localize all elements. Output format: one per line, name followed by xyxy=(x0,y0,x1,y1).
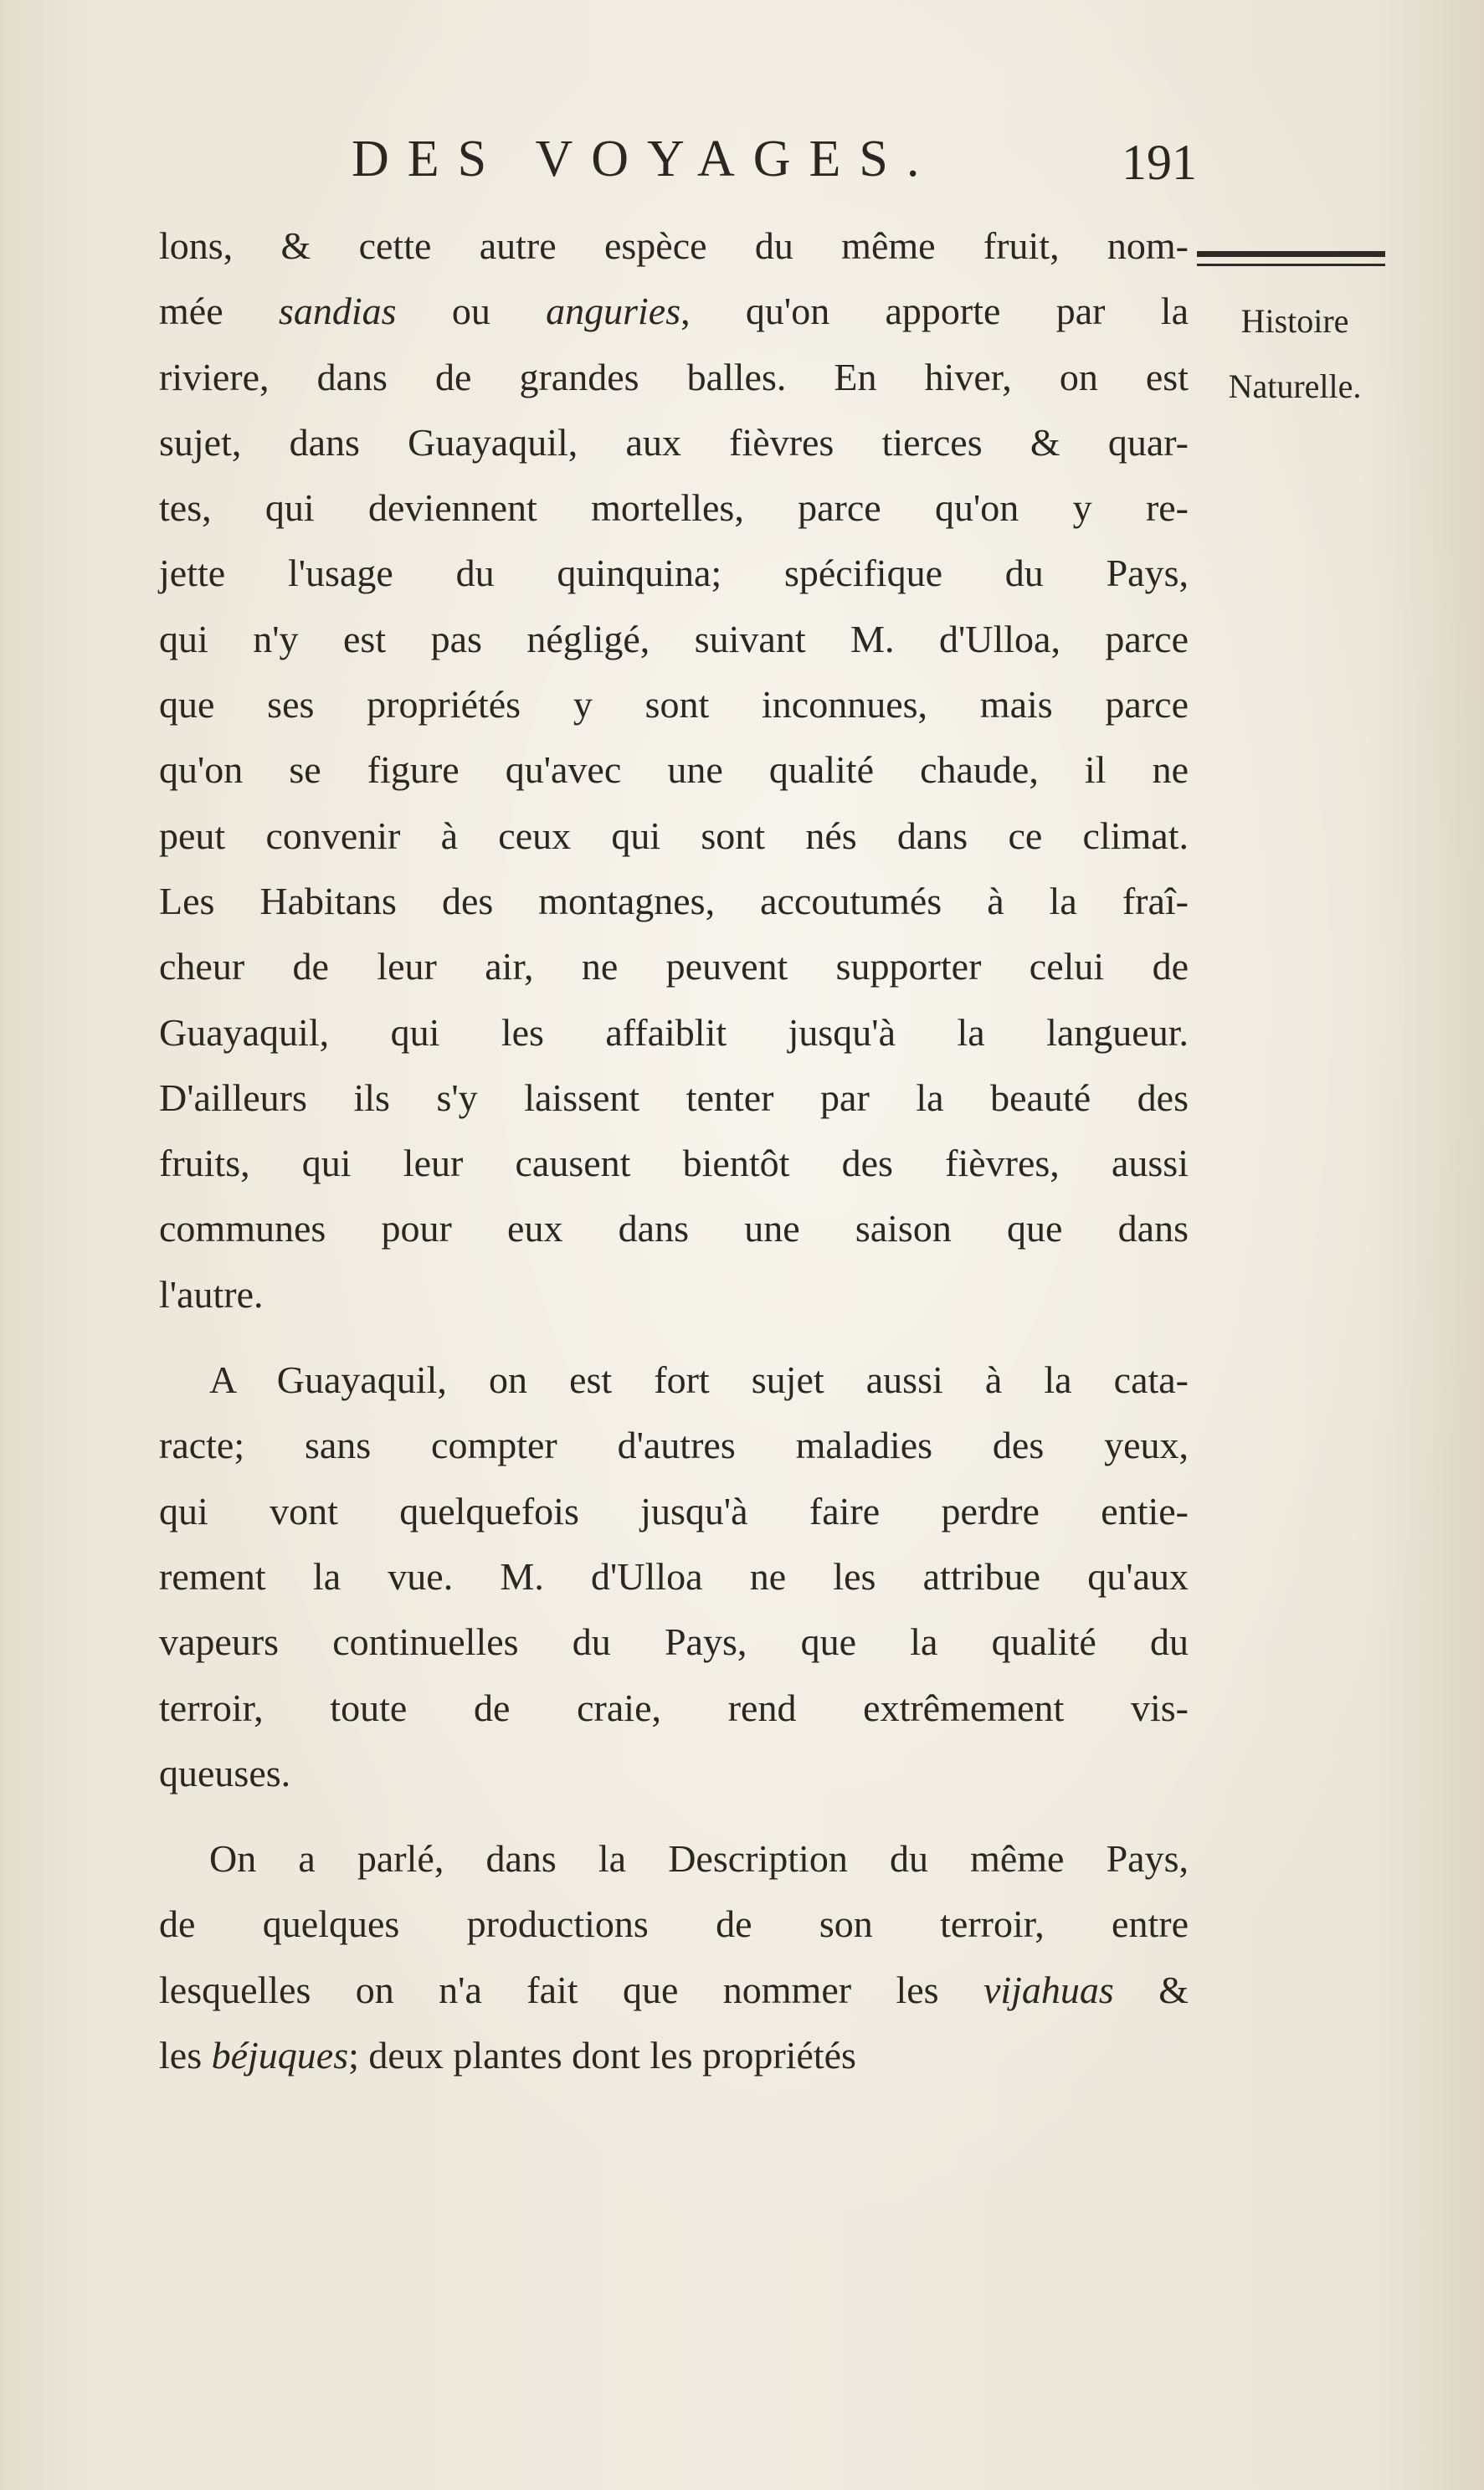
text-line: qui n'y est pas négligé, suivant M. d'Ulloa, parce xyxy=(159,617,1189,660)
text-line: sujet, dans Guayaquil, aux fièvres tierces & quar- xyxy=(159,420,1189,464)
text-line: On a parlé, dans la Description du même Pays, xyxy=(209,1837,1189,1881)
paragraph xyxy=(159,213,1189,1327)
text-line: lesquelles on n'a fait que nommer les vijahuas & xyxy=(159,1968,1189,2011)
italic-term: vijahuas xyxy=(983,1968,1114,2011)
text-line: cheur de leur air, ne peuvent supporter celui de xyxy=(159,945,1189,988)
paragraph-gap xyxy=(159,1327,1189,1348)
text-line: de quelques productions de son terroir, entre xyxy=(159,1902,1189,1946)
text-line: racte; sans compter d'autres maladies des yeux, xyxy=(159,1424,1189,1467)
text-line: rement la vue. M. d'Ulloa ne les attribue qu'aux xyxy=(159,1554,1189,1598)
body-text xyxy=(159,213,1189,2088)
margin-rule xyxy=(1197,251,1385,266)
italic-term: sandias xyxy=(278,290,397,333)
margin-note-line: Naturelle. xyxy=(1228,367,1362,405)
margin-note-line: Histoire xyxy=(1240,302,1349,340)
text-line: A Guayaquil, on est fort sujet aussi à la cata- xyxy=(209,1358,1189,1402)
text-line: jette l'usage du quinquina; spécifique du Pays, xyxy=(159,552,1189,595)
text-line: les béjuques; deux plantes dont les propriétés xyxy=(159,2034,856,2077)
text-line: Les Habitans des montagnes, accoutumés à la fraî- xyxy=(159,879,1189,922)
italic-term: béjuques xyxy=(211,2034,349,2077)
text-line: peut convenir à ceux qui sont nés dans ce climat. xyxy=(159,814,1189,857)
text-line: qui vont quelquefois jusqu'à faire perdre entie- xyxy=(159,1489,1189,1533)
text-line: vapeurs continuelles du Pays, que la qualité du xyxy=(159,1620,1189,1664)
page-header xyxy=(159,126,1197,193)
paragraph-gap xyxy=(159,1806,1189,1826)
margin-note xyxy=(1190,289,1399,419)
text-line: tes, qui deviennent mortelles, parce qu'on y re- xyxy=(159,486,1189,530)
text-line: mée sandias ou anguries, qu'on apporte par la xyxy=(159,290,1189,333)
running-title: DES VOYAGES. xyxy=(352,131,938,187)
text-line: riviere, dans de grandes balles. En hiver, on est xyxy=(159,355,1189,398)
page-number: 191 xyxy=(1122,135,1197,190)
text-line: fruits, qui leur causent bientôt des fièvres, aussi xyxy=(159,1142,1189,1185)
italic-term: anguries xyxy=(546,290,681,333)
paragraph xyxy=(159,1348,1189,1806)
text-line: que ses propriétés y sont inconnues, mais parce xyxy=(159,683,1189,726)
text-line: communes pour eux dans une saison que dans xyxy=(159,1207,1189,1250)
text-line: l'autre. xyxy=(159,1272,264,1316)
text-line: D'ailleurs ils s'y laissent tenter par la beauté des xyxy=(159,1076,1189,1119)
paragraph xyxy=(159,1826,1189,2088)
text-line: qu'on se figure qu'avec une qualité chaude, il ne xyxy=(159,748,1189,792)
text-line: queuses. xyxy=(159,1751,291,1794)
text-line: terroir, toute de craie, rend extrêmement vis- xyxy=(159,1686,1189,1729)
text-line: Guayaquil, qui les affaiblit jusqu'à la langueur. xyxy=(159,1010,1189,1054)
text-line: lons, & cette autre espèce du même fruit, nom- xyxy=(159,224,1189,267)
